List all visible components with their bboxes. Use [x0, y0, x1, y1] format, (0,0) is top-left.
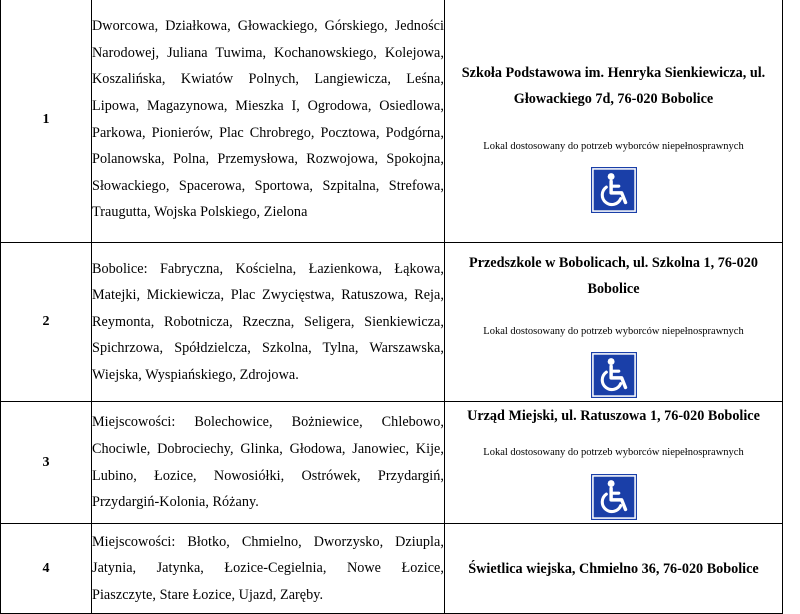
polling-place: Szkoła Podstawowa im. Henryka Sienkiewicza, ul. Głowackiego 7d, 76-020 Bobolice	[461, 65, 766, 107]
district-number: 4	[1, 524, 92, 614]
accessibility-note: Lokal dostosowany do potrzeb wyborców niepełnosprawnych	[483, 141, 744, 152]
polling-place: Świetlica wiejska, Chmielno 36, 76-020 Bobolice	[468, 560, 759, 577]
wheelchair-icon	[591, 167, 637, 213]
accessibility-note: Lokal dostosowany do potrzeb wyborców niepełnosprawnych	[483, 447, 744, 458]
district-streets: Miejscowości: Błotko, Chmielno, Dworzysko, Dziupla, Jatynia, Jatynka, Łozice-Cegielnia, Nowe Łozice, Piaszczyte, Stare Łozice, Ujazd, Zaręby.	[92, 533, 444, 603]
accessibility-note: Lokal dostosowany do potrzeb wyborców niepełnosprawnych	[483, 325, 744, 337]
district-streets: Bobolice: Fabryczna, Kościelna, Łazienkowa, Łąkowa, Matejki, Mickiewicza, Plac Zwycięstwa, Ratuszowa, Reja, Reymonta, Robotnicza, Rzeczna, Seligera, Sienkiewicza, Spichrzowa, Spółdzielcza, Szkolna, Tylna, Warszawska, Wiejska, Wyspiańskiego, Zdrojowa.	[92, 260, 444, 383]
district-number: 1	[1, 0, 92, 243]
table-row	[1, 0, 783, 243]
table-row	[1, 243, 783, 402]
polling-place: Urząd Miejski, ul. Ratuszowa 1, 76-020 Bobolice	[467, 408, 760, 424]
table-row	[1, 524, 783, 614]
district-number: 2	[1, 243, 92, 402]
district-streets: Dworcowa, Działkowa, Głowackiego, Górskiego, Jedności Narodowej, Juliana Tuwima, Kochanowskiego, Kolejowa, Koszalińska, Kwiatów Polnych, Langiewicza, Leśna, Lipowa, Magazynowa, Mieszka I, Ogrodowa, Osiedlowa, Parkowa, Pionierów, Plac Chrobrego, Pocztowa, Podgórna, Polanowska, Polna, Przemysłowa, Rozwojowa, Spokojna, Słowackiego, Spacerowa, Sportowa, Szpitalna, Strefowa, Traugutta, Wojska Polskiego, Zielona	[92, 18, 444, 221]
table-row	[1, 402, 783, 524]
wheelchair-icon	[591, 474, 637, 520]
district-streets: Miejscowości: Bolechowice, Bożniewice, Chlebowo, Chociwle, Dobrociechy, Glinka, Głodowa, Janowiec, Kije, Lubino, Łozice, Nowosiółki, Ostrówek, Przydargiń, Przydargiń-Kolonia, Różany.	[92, 414, 444, 511]
polling-place: Przedszkole w Bobolicach, ul. Szkolna 1, 76-020 Bobolice	[469, 254, 758, 297]
district-number: 3	[1, 402, 92, 524]
wheelchair-icon	[591, 352, 637, 398]
